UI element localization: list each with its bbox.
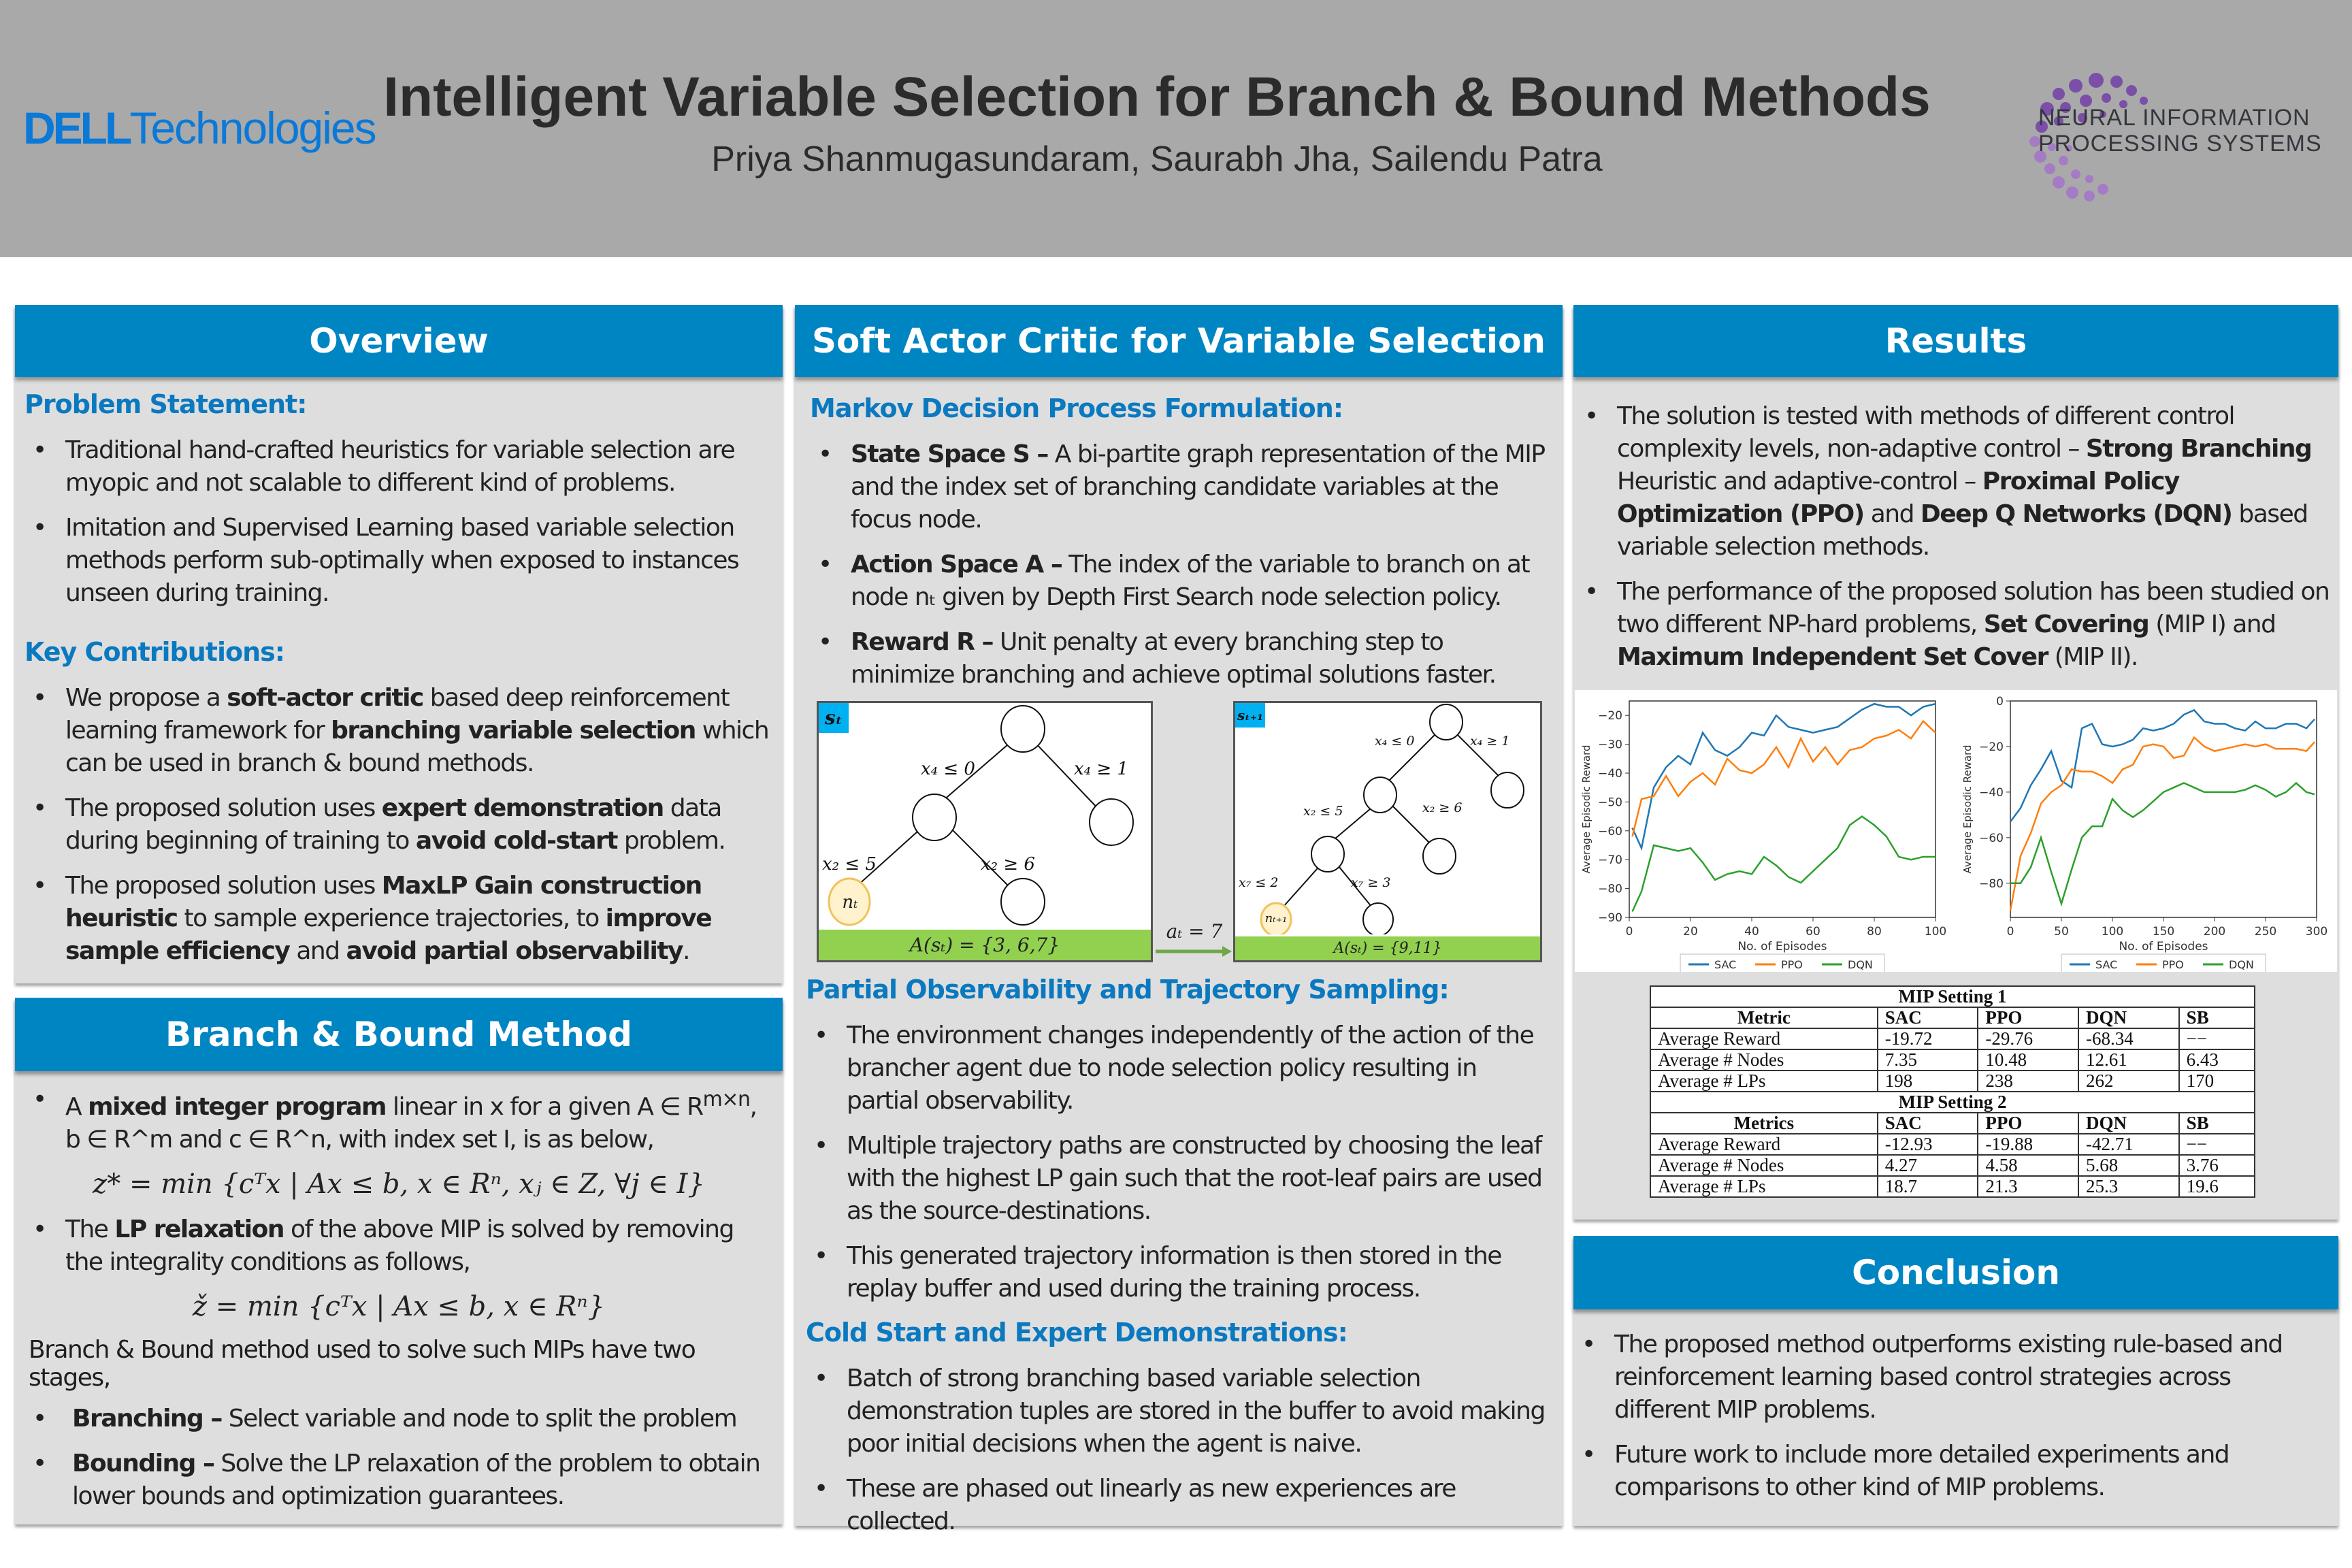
svg-text:x₇ ≥ 3: x₇ ≥ 3 [1351,875,1391,890]
list-item: • This generated trajectory information is then stored in the replay buffer and used during the training process. [806,1240,1554,1305]
svg-text:300: 300 [2305,925,2328,938]
cold-start-heading: Cold Start and Expert Demonstrations: [806,1318,1348,1348]
mip2-reward-chart [1956,690,2337,972]
svg-text:50: 50 [2054,925,2069,938]
svg-text:x₄ ≥ 1: x₄ ≥ 1 [1470,734,1510,749]
svg-text:100: 100 [2101,925,2124,938]
svg-text:x₄ ≤ 0: x₄ ≤ 0 [1375,734,1415,749]
svg-text:x₂ ≥ 6: x₂ ≥ 6 [1422,800,1463,815]
lp-relaxation-list [24,1213,773,1279]
mdp-list [810,438,1552,691]
list-item: • Bounding – Solve the LP relaxation of the problem to obtain lower bounds and optimization guarantees. [24,1448,773,1513]
overview-content [24,389,773,980]
key-contributions-list [24,682,773,968]
problem-statement-heading: Problem Statement: [24,389,307,419]
svg-text:0: 0 [2006,925,2014,938]
state-t-tag: sₜ [819,703,849,733]
table-row: Average # Nodes 7.35 10.48 12.61 6.43 [1650,1049,2255,1071]
results-table [1650,985,2255,1198]
svg-text:−60: −60 [1979,831,2004,845]
list-item: • Action Space A – The index of the variable to branch on at node nₜ given by Depth First Search node selection policy. [810,549,1552,614]
list-item: • Imitation and Supervised Learning based variable selection methods perform sub-optimally when exposed to instances unseen during training. [24,512,773,610]
svg-text:40: 40 [1744,925,1759,938]
conclusion-list [1573,1328,2329,1504]
svg-text:PPO: PPO [1781,958,1803,971]
table-header-row: Metrics SAC PPO DQN SB [1650,1113,2255,1134]
bnb-stages-intro: Branch & Bound method used to solve such MIPs have two stages, [29,1336,696,1392]
list-item: • Traditional hand-crafted heuristics for variable selection are myopic and not scalable to different kind of problems. [24,434,773,500]
svg-text:−40: −40 [1979,785,2004,800]
po-list [806,1019,1554,1305]
poster-header [0,0,2352,257]
results-list [1576,400,2332,674]
key-contributions-heading: Key Contributions: [24,637,284,667]
svg-text:−20: −20 [1598,709,1622,723]
svg-text:100: 100 [1924,925,1947,938]
svg-text:−50: −50 [1598,796,1622,810]
list-item: • Branching – Select variable and node to split the problem [24,1403,773,1435]
action-label: aₜ = 7 [1166,920,1223,943]
poster-authors: Priya Shanmugasundaram, Saurabh Jha, Sailendu Patra [711,140,1603,179]
tree-graph-icon [1235,703,1540,934]
list-item: • A mixed integer program linear in x for a given A ∈ $R^{m\times n}$, b ∈ R^m and c ∈ R^n, with index set I, is as below, [24,1083,773,1156]
overview-header: Overview [15,305,783,377]
focus-node-label: nₜ [842,892,858,913]
svg-text:PPO: PPO [2162,958,2184,971]
svg-text:80: 80 [1867,925,1882,938]
table-title: MIP Setting 1 [1650,986,2255,1007]
svg-text:SAC: SAC [2095,958,2118,971]
svg-text:−80: −80 [1598,882,1622,896]
conclusion-header: Conclusion [1573,1236,2338,1309]
mip-equation: z* = min {cᵀx | Ax ≤ b, x ∈ Rⁿ, xⱼ ∈ Z, ∀j ∈ I} [93,1169,705,1200]
cold-start-list [806,1362,1554,1538]
results-header: Results [1573,305,2338,377]
svg-text:150: 150 [2152,925,2175,938]
svg-text:SAC: SAC [1714,958,1737,971]
svg-text:20: 20 [1683,925,1698,938]
branch-bound-header: Branch & Bound Method [15,998,783,1071]
list-item: • Multiple trajectory paths are constructed by choosing the leaf with the highest LP gain such that the root-leaf pairs are used as the source-destinations. [806,1130,1554,1228]
po-section [806,975,1554,1550]
list-item: • These are phased out linearly as new experiences are collected. [806,1473,1554,1538]
svg-text:200: 200 [2203,925,2226,938]
svg-text:x₂ ≥ 6: x₂ ≥ 6 [981,854,1035,875]
charts-container [1575,690,2337,972]
table-row: Average Reward -12.93 -19.88 -42.71 −− [1650,1134,2255,1155]
svg-text:−40: −40 [1598,767,1622,781]
svg-text:−60: −60 [1598,824,1622,838]
lp-equation: ž = min {cᵀx | Ax ≤ b, x ∈ Rⁿ} [192,1291,606,1322]
svg-text:60: 60 [1806,925,1820,938]
mdp-heading: Markov Decision Process Formulation: [810,393,1343,423]
svg-text:x₄ ≥ 1: x₄ ≥ 1 [1074,759,1128,779]
mip1-reward-chart [1575,690,1956,972]
focus-node-label: nₜ₊₁ [1264,911,1288,926]
mdp-section [810,393,1552,704]
list-item: • We propose a soft-actor critic based deep reinforcement learning framework for branching variable selection which can be used in branch & bound methods. [24,682,773,780]
bnb-stages-list [24,1403,773,1513]
svg-text:Average Episodic Reward: Average Episodic Reward [1580,745,1592,874]
state-t1-tag: sₜ₊₁ [1235,703,1265,728]
svg-text:0: 0 [1996,695,2004,708]
neurips-logo-text: NEURAL INFORMATION PROCESSING SYSTEMS [2038,105,2322,157]
list-item: • Future work to include more detailed experiments and comparisons to other kind of MIP problems. [1573,1439,2329,1504]
state-t1-tree [1233,701,1542,962]
mip-definition-list [24,1083,773,1156]
list-item: • The environment changes independently of the action of the brancher agent due to node selection policy resulting in partial observability. [806,1019,1554,1117]
poster-title: Intelligent Variable Selection for Branch & Bound Methods [383,66,1931,128]
table-title: MIP Setting 2 [1650,1092,2255,1113]
svg-text:0: 0 [1625,925,1633,938]
svg-text:DQN: DQN [2229,958,2254,971]
dell-technologies-logo: DELLTechnologies [23,103,376,153]
conclusion-content [1573,1328,2329,1516]
list-item: • The proposed solution uses expert demonstration data during beginning of training to avoid cold-start problem. [24,792,773,858]
svg-text:−20: −20 [1979,740,2004,754]
po-heading: Partial Observability and Trajectory Sampling: [806,975,1449,1004]
svg-text:−30: −30 [1598,738,1622,752]
svg-text:DQN: DQN [1848,958,1873,971]
table-row: Average Reward -19.72 -29.76 -68.34 −− [1650,1028,2255,1049]
problem-statement-list [24,434,773,610]
state-t-tree [817,701,1153,962]
list-item: • The proposed method outperforms existing rule-based and reinforcement learning based control strategies across different MIP problems. [1573,1328,2329,1426]
svg-text:Average Episodic Reward: Average Episodic Reward [1961,745,1974,874]
list-item: • The solution is tested with methods of different control complexity levels, non-adaptive control – Strong Branching Heuristic and adaptive-control – Proximal Policy Optimization (PPO) and Deep Q Networks (DQN) based variable selection methods. [1576,400,2332,564]
svg-text:−70: −70 [1598,853,1622,868]
table-row: Average # LPs 18.7 21.3 25.3 19.6 [1650,1176,2255,1197]
list-item: • State Space S – A bi-partite graph representation of the MIP and the index set of branching candidate variables at the focus node. [810,438,1552,536]
action-set-footer: A(sₜ) = {9,11} [1235,936,1540,960]
svg-text:x₂ ≤ 5: x₂ ≤ 5 [1303,804,1343,819]
action-set-footer: A(sₜ) = {3, 6,7} [819,930,1151,960]
svg-text:−80: −80 [1979,877,2004,891]
list-item: • The performance of the proposed solution has been studied on two different NP-hard problems, Set Covering (MIP I) and Maximum Independent Set Cover (MIP II). [1576,576,2332,674]
branch-bound-content [24,1083,773,1525]
list-item: • The LP relaxation of the above MIP is solved by removing the integrality conditions as follows, [24,1213,773,1279]
sac-header: Soft Actor Critic for Variable Selection [795,305,1563,377]
svg-text:x₄ ≤ 0: x₄ ≤ 0 [921,759,975,779]
list-item: • Reward R – Unit penalty at every branching step to minimize branching and achieve optimal solutions faster. [810,626,1552,691]
table-row: Average # Nodes 4.27 4.58 5.68 3.76 [1650,1155,2255,1176]
table-header-row: Metric SAC PPO DQN SB [1650,1007,2255,1028]
svg-text:No. of Episodes: No. of Episodes [2119,940,2208,953]
arrow-right-icon [1154,943,1233,960]
list-item: • Batch of strong branching based variable selection demonstration tuples are stored in the buffer to avoid making poor initial decisions when the agent is naive. [806,1362,1554,1460]
svg-text:x₂ ≤ 5: x₂ ≤ 5 [822,854,877,875]
table-row: Average # LPs 198 238 262 170 [1650,1071,2255,1092]
list-item: • The proposed solution uses MaxLP Gain construction heuristic to sample experience trajectories, to improve sample efficiency and avoid partial observability. [24,870,773,968]
svg-text:250: 250 [2254,925,2277,938]
svg-text:−90: −90 [1598,911,1622,925]
results-text [1576,400,2332,686]
svg-text:x₇ ≤ 2: x₇ ≤ 2 [1239,875,1279,890]
svg-text:No. of Episodes: No. of Episodes [1737,940,1827,953]
